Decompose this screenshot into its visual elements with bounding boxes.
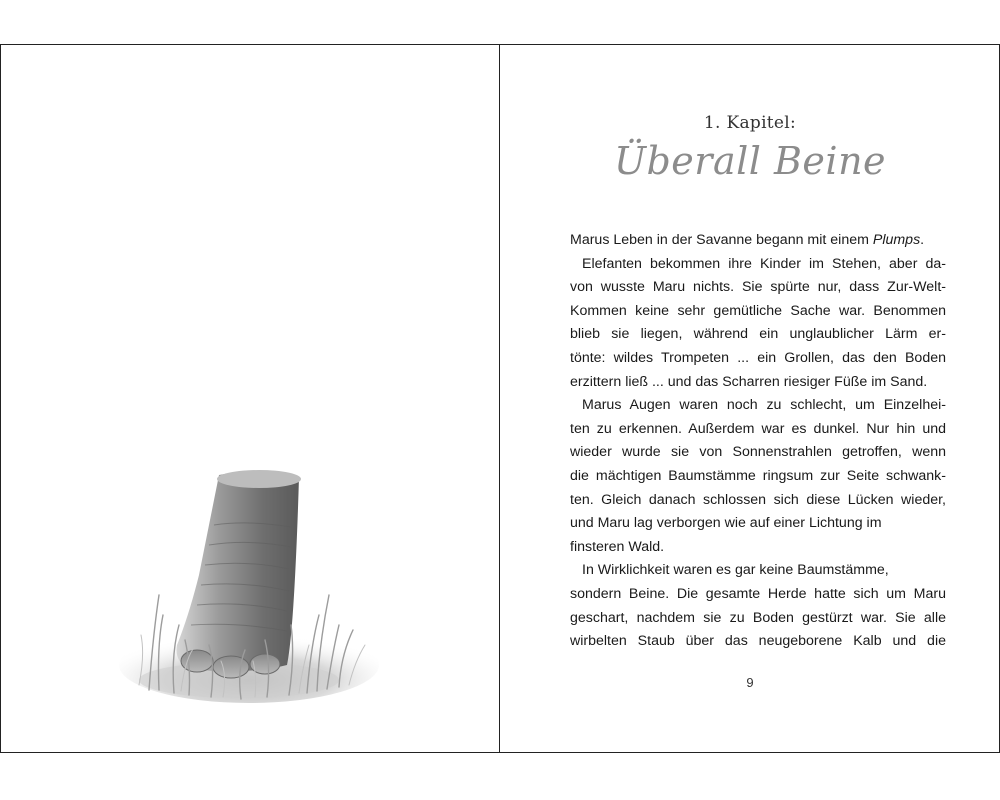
text-line-segment: finsteren Wald. — [570, 538, 665, 555]
text-line-segment: tönte: wildes Trompeten ... ein Grollen, das den Boden — [570, 349, 946, 366]
text-line-segment: Marus Leben in der Savanne begann mit einem — [570, 232, 873, 248]
text-line-segment: geschart, nachdem sie zu Boden gestürzt war. Sie alle — [570, 609, 946, 626]
elephant-foot-illustration — [119, 465, 389, 705]
text-line — [570, 607, 946, 631]
text-line-segment: Elefanten bekommen ihre Kinder im Stehen, aber da- — [582, 255, 946, 272]
text-line-segment: ten. Gleich danach schlossen sich diese Lücken wieder, — [570, 491, 946, 508]
text-line-segment: erzittern ließ ... und das Scharren riesiger Füße im Sand. — [570, 373, 928, 390]
text-line — [570, 512, 946, 536]
text-line-segment: wirbelten Staub über das neugeborene Kalb und die — [570, 633, 946, 650]
book-spread — [0, 44, 1000, 753]
text-line — [570, 536, 946, 560]
text-line — [570, 347, 946, 371]
text-line — [570, 630, 946, 654]
text-line — [570, 253, 946, 277]
text-line — [570, 489, 946, 513]
chapter-title: Überall Beine — [613, 139, 887, 183]
emphasized-word: Plumps — [872, 232, 921, 248]
text-line — [570, 300, 946, 324]
text-line — [570, 229, 946, 253]
body-text — [570, 229, 946, 654]
text-line-segment: In Wirklichkeit waren es gar keine Baumstämme, — [582, 562, 889, 579]
right-page — [500, 45, 1000, 752]
text-line — [570, 559, 946, 583]
text-line-segment: wieder wurde sie von Sonnenstrahlen getroffen, wenn — [570, 444, 946, 461]
text-line — [570, 418, 946, 442]
text-line-segment: die mächtigen Baumstämme ringsum zur Seite schwank- — [570, 467, 946, 484]
text-line — [570, 465, 946, 489]
text-line-segment: und Maru lag verborgen wie auf einer Lichtung im — [570, 515, 882, 532]
text-line — [570, 441, 946, 465]
text-line — [570, 323, 946, 347]
chapter-label: 1. Kapitel: — [703, 113, 797, 133]
text-line-segment: ten zu erkennen. Außerdem war es dunkel. Nur hin und — [570, 420, 946, 437]
text-line — [570, 276, 946, 300]
text-line-segment: von wusste Maru nichts. Sie spürte nur, dass Zur-Welt- — [570, 279, 946, 296]
text-line — [570, 371, 946, 395]
page-number: 9 — [746, 675, 754, 690]
text-line-segment: . — [920, 232, 925, 248]
text-line-segment: Kommen keine sehr gemütliche Sache war. Benommen — [570, 302, 946, 319]
text-line — [570, 394, 946, 418]
text-line-segment: sondern Beine. Die gesamte Herde hatte sich um Maru — [570, 585, 946, 602]
text-line-segment: Marus Augen waren noch zu schlecht, um Einzelhei- — [582, 397, 946, 414]
left-page — [0, 45, 500, 752]
text-line — [570, 583, 946, 607]
text-line-segment: blieb sie liegen, während ein unglaublicher Lärm er- — [570, 326, 946, 343]
